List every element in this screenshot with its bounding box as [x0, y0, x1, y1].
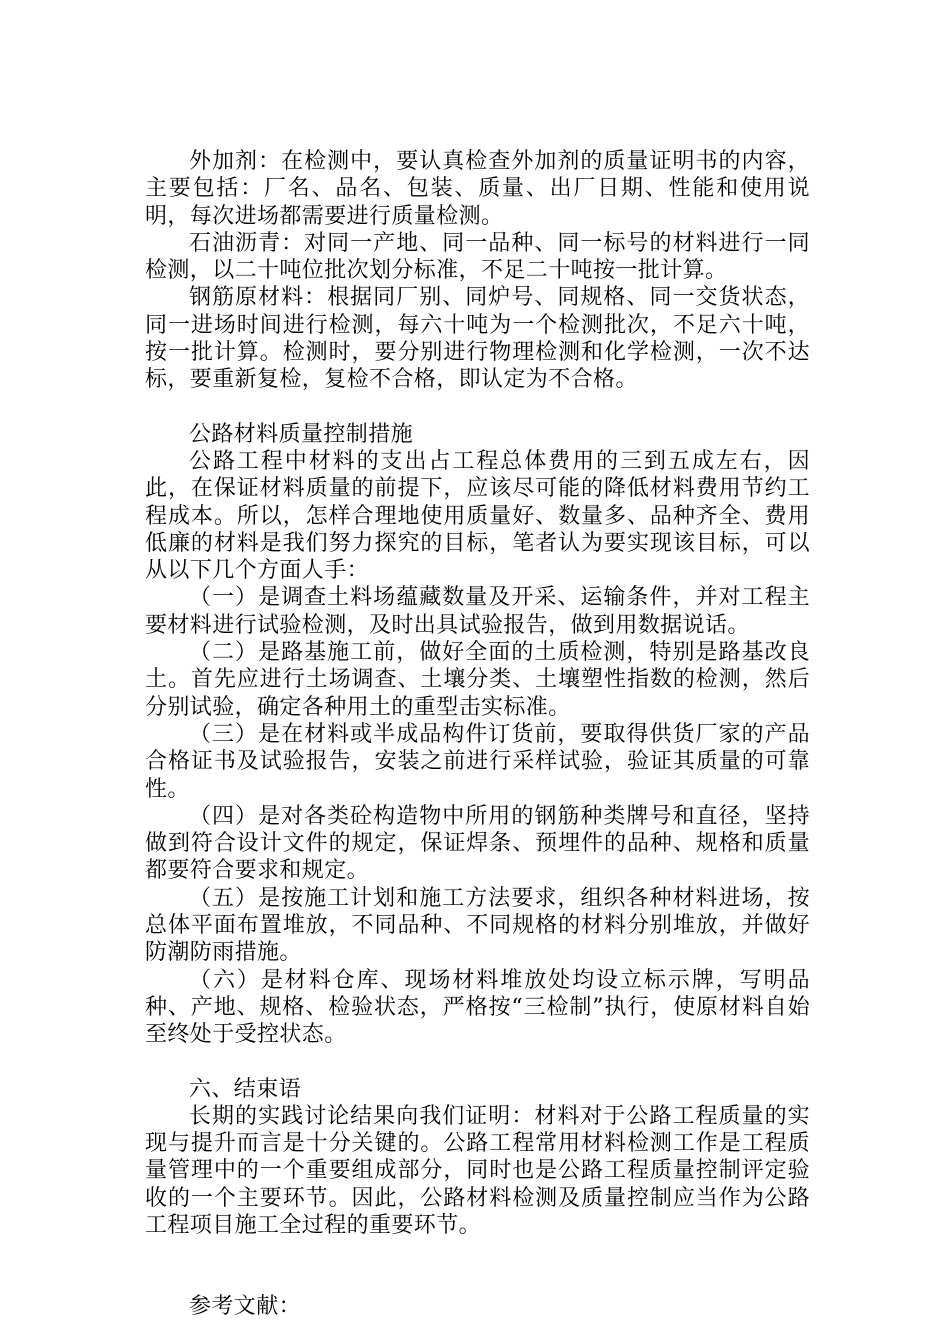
heading-quality-measures: 公路材料质量控制措施 [189, 421, 414, 447]
paragraph-asphalt: 石油沥青：对同一产地、同一品种、同一标号的材料进行一同检测，以二十吨位批次划分标准，不足二十吨按一批计算。 [145, 230, 810, 284]
measure-item-3: （三）是在材料或半成品构件订货前，要取得供货厂家的产品合格证书及试验报告，安装之前进行采样试验，验证其质量的可靠性。 [145, 721, 810, 802]
measure-item-5: （五）是按施工计划和施工方法要求，组织各种材料进场，按总体平面布置堆放，不同品种、不同规格的材料分别堆放，并做好防潮防雨措施。 [145, 885, 810, 966]
measure-item-4: （四）是对各类砼构造物中所用的钢筋种类牌号和直径，坚持做到符合设计文件的规定，保证焊条、预埋件的品种、规格和质量都要符合要求和规定。 [145, 803, 810, 884]
section-spacer [145, 394, 810, 421]
heading-references: 参考文献： [189, 1294, 302, 1320]
paragraph-admixture: 外加剂：在检测中，要认真检查外加剂的质量证明书的内容，主要包括：厂名、品名、包装、质量、出厂日期、性能和使用说明，每次进场都需要进行质量检测。 [145, 149, 810, 229]
section-spacer [145, 1049, 810, 1076]
measure-item-6: （六）是材料仓库、现场材料堆放处均设立标示牌，写明品种、产地、规格、检验状态，严格按“三检制”执行，使原材料自始至终处于受控状态。 [145, 967, 810, 1048]
measure-item-2: （二）是路基施工前，做好全面的土质检测，特别是路基改良土。首先应进行土场调查、土壤分类、土壤塑性指数的检测，然后分别试验，确定各种用土的重型击实标准。 [145, 640, 810, 720]
measure-item-1: （一）是调查土料场蕴藏数量及开采、运输条件，并对工程主要材料进行试验检测，及时出具试验报告，做到用数据说话。 [145, 585, 810, 638]
document-body [145, 148, 810, 1321]
paragraph-conclusion: 长期的实践讨论结果向我们证明：材料对于公路工程质量的实现与提升而言是十分关键的。公路工程常用材料检测工作是工程质量管理中的一个重要组成部分，同时也是公路工程质量控制评定验收的一个主要环节。因此，公路材料检测及质量控制应当作为公路工程项目施工全过程的重要环节。 [145, 1103, 810, 1238]
section-spacer [145, 1239, 810, 1293]
heading-conclusion: 六、结束语 [189, 1076, 302, 1102]
paragraph-steel: 钢筋原材料：根据同厂别、同炉号、同规格、同一交货状态，同一进场时间进行检测，每六十吨为一个检测批次，不足六十吨，按一批计算。检测时，要分别进行物理检测和化学检测，一次不达标，要重新复检，复检不合格，即认定为不合格。 [145, 285, 810, 393]
paragraph-measures-intro: 公路工程中材料的支出占工程总体费用的三到五成左右，因此，在保证材料质量的前提下，应该尽可能的降低材料费用节约工程成本。所以，怎样合理地使用质量好、数量多、品种齐全、费用低廉的材料是我们努力探究的目标，笔者认为要实现该目标，可以从以下几个方面人手： [145, 448, 810, 584]
